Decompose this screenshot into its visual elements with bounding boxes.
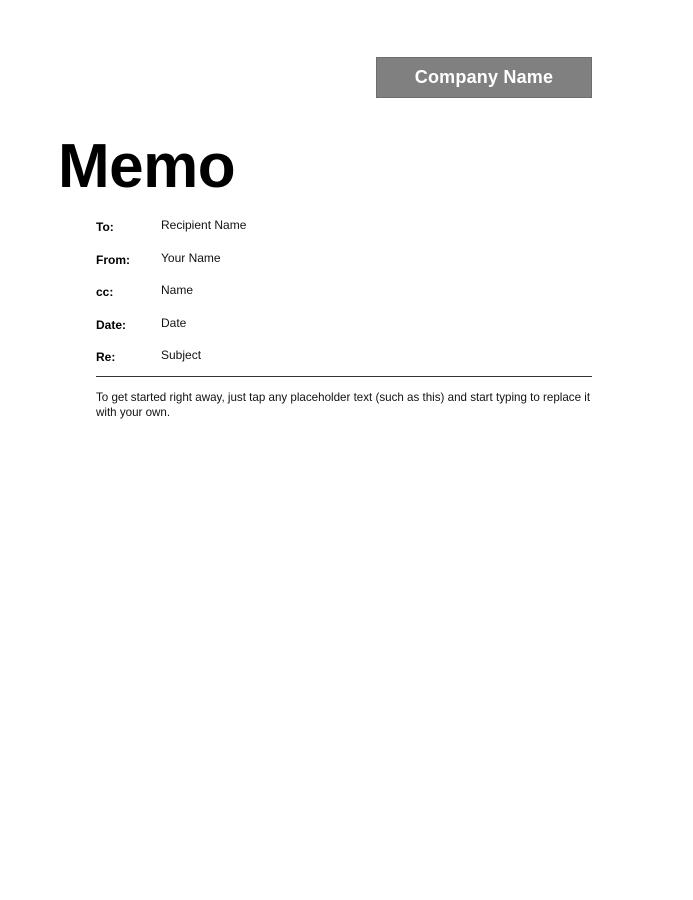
cc-label: cc: (96, 285, 114, 300)
memo-body-text[interactable]: To get started right away, just tap any placeholder text (such as this) and start typing to replace it with your own. (96, 391, 591, 419)
to-value[interactable]: Recipient Name (161, 218, 247, 232)
field-row-cc (96, 281, 592, 314)
re-label: Re: (96, 350, 116, 365)
field-row-date (96, 314, 592, 347)
from-value[interactable]: Your Name (161, 250, 221, 265)
memo-fields (96, 216, 592, 379)
memo-title[interactable]: Memo (58, 132, 236, 201)
company-name[interactable]: Company Name (414, 67, 554, 87)
from-label: From: (96, 252, 130, 267)
re-value[interactable]: Subject (161, 348, 202, 363)
date-label: Date: (96, 317, 127, 332)
field-row-re (96, 346, 592, 379)
field-row-to (96, 216, 592, 249)
date-value[interactable]: Date (161, 315, 187, 330)
company-name-box[interactable] (376, 57, 592, 98)
to-label: To: (96, 220, 114, 234)
cc-value[interactable]: Name (161, 283, 194, 298)
field-row-from (96, 249, 592, 282)
header-divider (96, 376, 592, 377)
